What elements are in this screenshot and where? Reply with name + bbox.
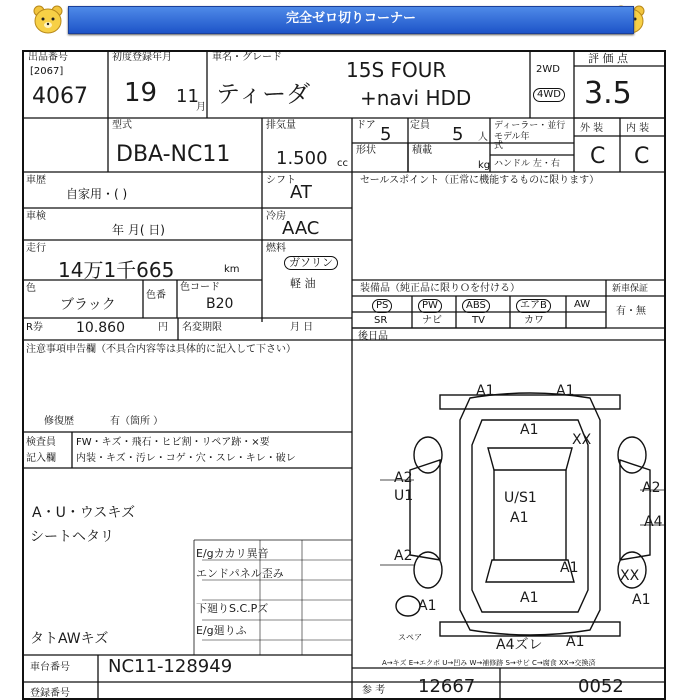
- ref-no-label: 参 考: [362, 685, 386, 696]
- damage-mark: A1: [510, 510, 529, 526]
- handwritten-note: E/gカカリ異音: [196, 547, 269, 560]
- equipment-item: SR: [374, 315, 388, 326]
- damage-mark: A1: [632, 592, 651, 608]
- type-label: 型式: [112, 120, 132, 131]
- recycle-value: 10.860: [76, 320, 125, 336]
- damage-mark: A4: [644, 514, 663, 530]
- shift-label: シフト: [266, 175, 296, 186]
- handwritten-note: エンドパネル歪み: [196, 567, 284, 580]
- grade-line1: 15S FOUR: [346, 58, 447, 82]
- model-label: 車名・グレード: [212, 52, 282, 63]
- handwritten-note: 下廻りS.C.Pズ: [196, 602, 269, 615]
- ext-grade: C: [590, 144, 606, 169]
- damage-mark: A2: [642, 480, 661, 496]
- spare-label: スペア: [398, 633, 422, 642]
- ref-no-value: 12667: [418, 676, 476, 697]
- category-label: 車歴: [26, 175, 46, 186]
- displacement-value: 1.500: [276, 148, 328, 169]
- ac-label: 冷房: [266, 211, 286, 222]
- int-grade: C: [634, 144, 650, 169]
- chassis-label: 車台番号: [30, 662, 70, 673]
- first-reg-label: 初度登録年月: [112, 52, 172, 63]
- name-change-value: 月 日: [290, 322, 314, 333]
- car-name: ティーダ: [216, 80, 311, 108]
- drive-4wd: 4WD: [533, 88, 565, 102]
- doors-label: ドア: [356, 120, 376, 131]
- interior-checklist: 内装・キズ・汚レ・コゲ・穴・スレ・キレ・破レ: [76, 453, 296, 464]
- shift-value: AT: [290, 182, 312, 203]
- model-year-label: モデル年式: [494, 132, 530, 151]
- category-value: 自家用・( ): [66, 187, 128, 201]
- equipment-item: AW: [574, 299, 591, 310]
- capacity-label: 定員: [410, 120, 430, 131]
- after-label: 後日品: [358, 331, 388, 342]
- handle-label: ハンドル 左・右: [494, 159, 560, 169]
- equipment-item: ABS: [462, 299, 490, 313]
- lot-number: 4067: [32, 84, 88, 109]
- sales-point-label: セールスポイント（正常に機能するものに限ります）: [360, 175, 600, 186]
- color-code-label: 色コード: [180, 282, 220, 293]
- type-value: DBA-NC11: [116, 142, 231, 167]
- first-reg-year: 19: [124, 78, 158, 108]
- color-label: 色: [26, 283, 36, 294]
- name-change-label: 名変期限: [182, 322, 222, 333]
- equipment-item: PW: [418, 299, 442, 313]
- damage-mark: A1: [476, 383, 495, 399]
- equipment-item: カワ: [524, 315, 544, 326]
- inspector-label: 検査員: [26, 437, 56, 448]
- km-unit: km: [224, 264, 240, 275]
- damage-legend: A→キズ E→エクボ U→凹み W→補修跡 S→サビ C→腐食 XX→交換済: [382, 659, 596, 667]
- first-reg-month: 11: [176, 86, 199, 107]
- mileage-value: 14万1千665: [58, 258, 175, 282]
- equipment-item: TV: [472, 315, 485, 326]
- color-value: ブラック: [60, 297, 116, 313]
- recycle-label: R券: [26, 322, 43, 333]
- load-label: 積載: [412, 145, 432, 156]
- lot-caption: 出品番号: [28, 52, 68, 63]
- damage-mark: A2: [394, 470, 413, 486]
- score-label: 評 価 点: [588, 52, 628, 65]
- repair-label: 修復歴: [44, 416, 74, 427]
- chassis-value: NC11-128949: [108, 656, 233, 677]
- damage-mark: A4ズレ: [496, 637, 543, 653]
- damage-mark: A2: [394, 548, 413, 564]
- score-value: 3.5: [584, 76, 632, 111]
- grade-line2: +navi HDD: [360, 86, 472, 110]
- damage-mark: A1: [556, 383, 575, 399]
- person-unit: 人: [478, 132, 488, 143]
- fw-checklist: FW・キズ・飛石・ヒビ割・リペア跡・×要: [76, 437, 270, 448]
- banner-title: 完全ゼロ切りコーナー: [285, 11, 416, 26]
- fuel-label: 燃料: [266, 243, 286, 254]
- entry-label: 記入欄: [26, 453, 56, 464]
- shape-label: 形状: [356, 145, 376, 156]
- handwritten-note: E/g廻りふ: [196, 624, 247, 637]
- int-label: 内 装: [626, 123, 650, 134]
- fuel-alt: 軽 油: [290, 277, 316, 290]
- damage-mark: A1: [520, 590, 539, 606]
- cc-unit: cc: [337, 158, 348, 169]
- doors-value: 5: [380, 124, 392, 145]
- ref2-value: 0052: [578, 676, 624, 697]
- equipment-item: ナビ: [422, 315, 442, 326]
- capacity-value: 5: [452, 124, 464, 145]
- new-warranty-value: 有・無: [616, 306, 646, 317]
- new-warranty-label: 新車保証: [612, 284, 649, 294]
- color-no-label: 色番: [146, 290, 166, 301]
- equipment-item: PS: [372, 299, 392, 313]
- yen-unit: 円: [158, 322, 168, 333]
- notes-label: 注意事項申告欄（不具合内容等は具体的に記入して下さい）: [26, 344, 296, 355]
- month-unit: 月: [196, 102, 206, 113]
- equipment-item: エアB: [516, 299, 551, 313]
- handwritten-note: タトAWキズ: [30, 631, 109, 647]
- ext-label: 外 装: [580, 123, 604, 134]
- mileage-label: 走行: [26, 243, 46, 254]
- equipment-label: 装備品（純正品に限りＯを付ける）: [360, 283, 520, 294]
- color-code: B20: [206, 296, 234, 312]
- dealer-label: ディーラー・並行: [494, 121, 566, 131]
- repair-value: 有（箇所 ）: [110, 416, 164, 427]
- damage-mark: U/S1: [504, 490, 537, 506]
- ac-value: AAC: [282, 218, 320, 239]
- inspection-value: 年 月( 日): [112, 223, 165, 237]
- damage-mark: A1: [560, 560, 579, 576]
- kg-unit: kg: [478, 160, 491, 171]
- fuel-value: ガソリン: [284, 256, 338, 270]
- damage-mark: U1: [394, 488, 414, 504]
- drive-2wd: 2WD: [536, 64, 560, 75]
- lot-sub: [2067]: [30, 66, 64, 77]
- damage-mark: A1: [520, 422, 539, 438]
- damage-mark: XX: [572, 432, 592, 448]
- damage-mark: XX: [620, 568, 640, 584]
- damage-mark: A1: [418, 598, 437, 614]
- handwritten-note: A・U・ウスキズ: [32, 505, 136, 521]
- inspection-label: 車検: [26, 211, 46, 222]
- handwritten-note: シートヘタリ: [30, 529, 114, 545]
- reg-label: 登録番号: [30, 688, 70, 699]
- damage-mark: A1: [566, 634, 585, 650]
- displacement-label: 排気量: [266, 120, 296, 131]
